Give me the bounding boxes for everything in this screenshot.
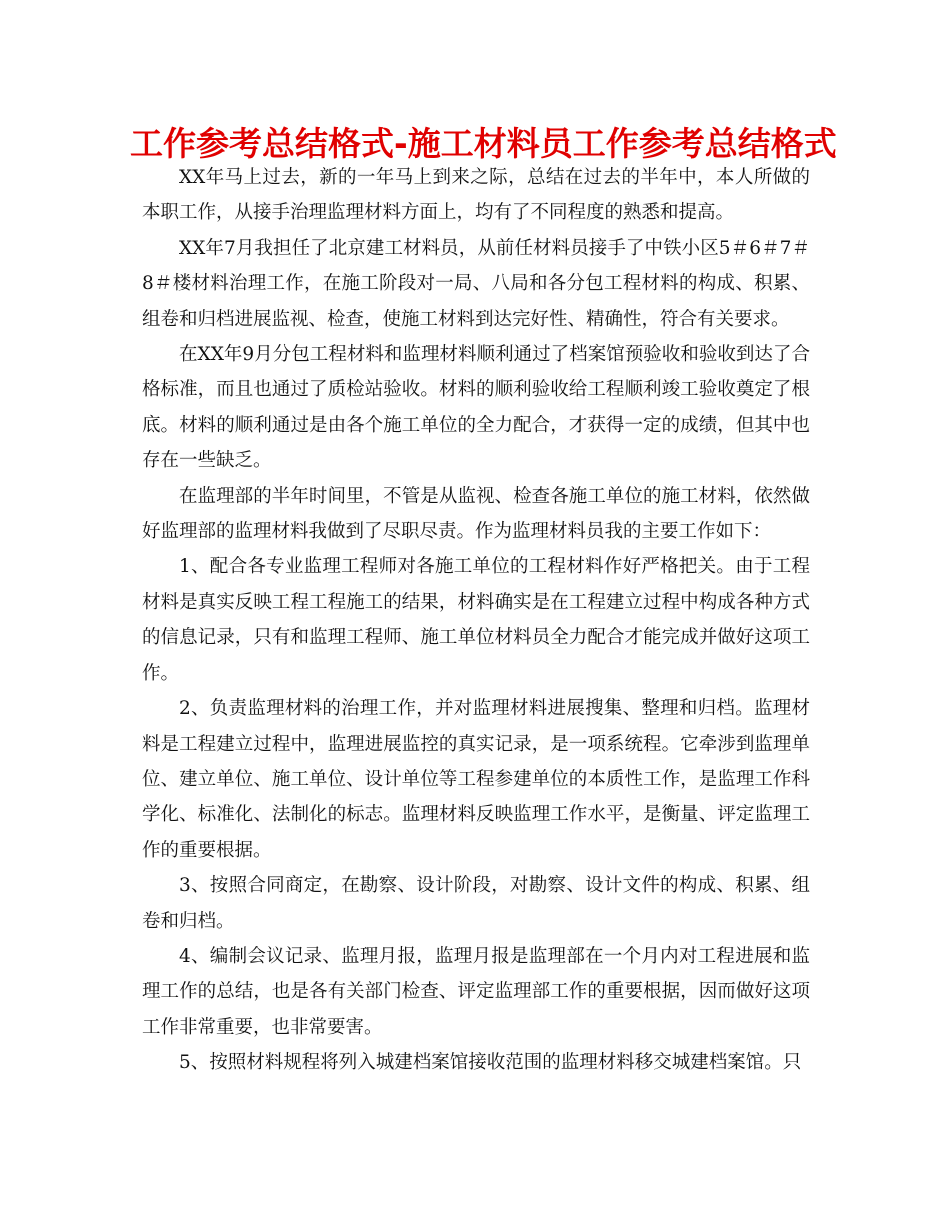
document-title: 工作参考总结格式-施工材料员工作参考总结格式 [130,124,837,163]
document-body [142,160,810,1081]
paragraph: 在XX年9月分包工程材料和监理材料顺利通过了档案馆预验收和验收到达了合格标准，而且也通过了质检站验收。材料的顺利验收给工程顺利竣工验收奠定了根底。材料的顺利通过是由各个施工单位的全力配合，才获得一定的成绩，但其中也存在一些缺乏。 [142,344,810,472]
paragraph: 4、编制会议记录、监理月报，监理月报是监理部在一个月内对工程进展和监理工作的总结，也是各有关部门检查、评定监理部工作的重要根据，因而做好这项工作非常重要，也非常要害。 [142,945,810,1038]
paragraph-continued: 5、按照材料规程将列入城建档案馆接收范围的监理材料移交城建档案馆。只 [179,1052,802,1074]
paragraph: 2、负责监理材料的治理工作，并对监理材料进展搜集、整理和归档。监理材料是工程建立过程中，监理进展监控的真实记录，是一项系统程。它牵涉到监理单位、建立单位、施工单位、设计单位等工程参建单位的本质性工作，是监理工作科学化、标准化、法制化的标志。监理材料反映监理工作水平，是衡量、评定监理工作的重要根据。 [142,698,810,861]
paragraph: 3、按照合同商定，在勘察、设计阶段，对勘察、设计文件的构成、积累、组卷和归档。 [142,875,810,932]
paragraph: 1、配合各专业监理工程师对各施工单位的工程材料作好严格把关。由于工程材料是真实反映工程工程施工的结果，材料确实是在工程建立过程中构成各种方式的信息记录，只有和监理工程师、施工单位材料员全力配合才能完成并做好这项工作。 [142,556,810,684]
paragraph: XX年7月我担任了北京建工材料员，从前任材料员接手了中铁小区5＃6＃7＃8＃楼材料治理工作，在施工阶段对一局、八局和各分包工程材料的构成、积累、组卷和归档进展监视、检查，使施工材料到达完好性、精确性，符合有关要求。 [142,237,810,330]
paragraph: 在监理部的半年时间里，不管是从监视、检查各施工单位的施工材料，依然做好监理部的监理材料我做到了尽职尽责。作为监理材料员我的主要工作如下： [142,485,810,543]
paragraph: XX年马上过去，新的一年马上到来之际，总结在过去的半年中，本人所做的本职工作，从接手治理监理材料方面上，均有了不同程度的熟悉和提高。 [142,167,810,224]
